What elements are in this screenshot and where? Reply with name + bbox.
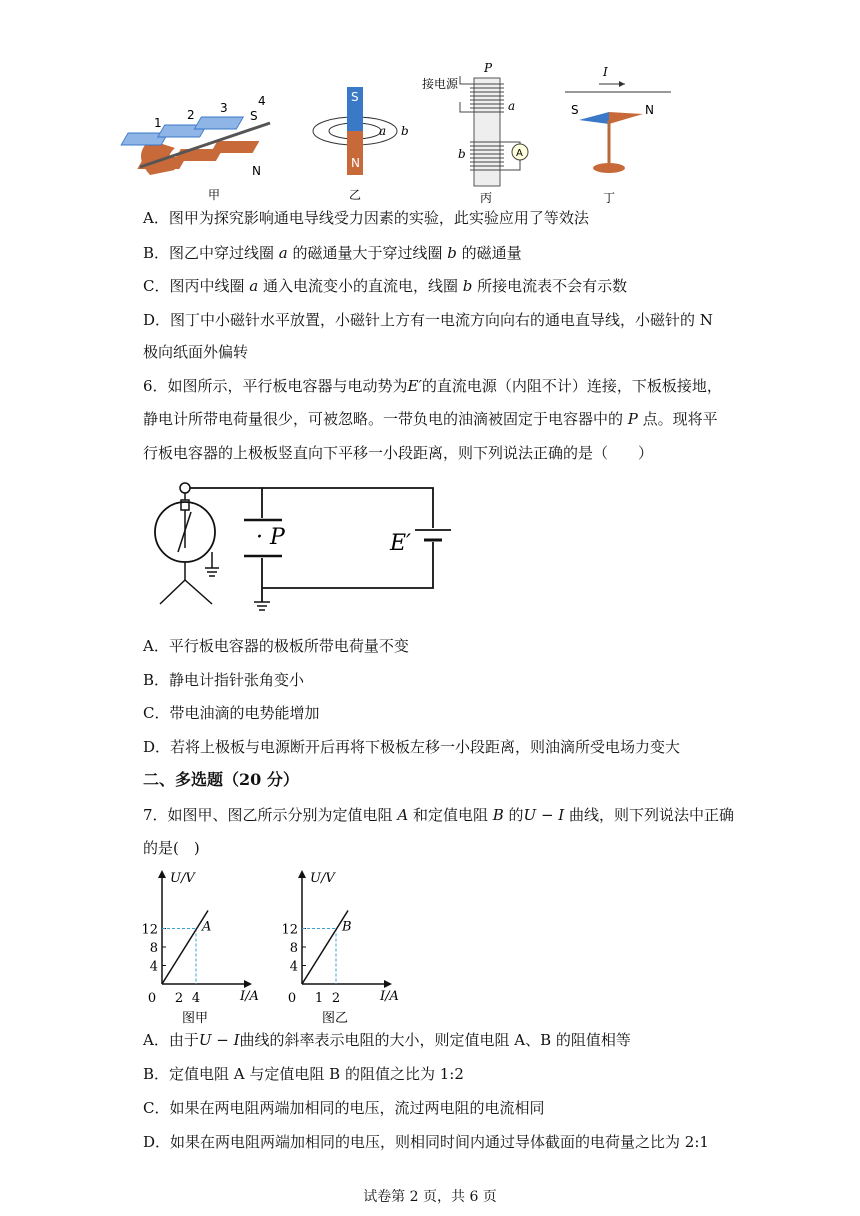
svg-text:甲: 甲: [208, 188, 221, 202]
q7-stem-line2: 的是( ): [143, 839, 200, 857]
y-tick-label: 4: [149, 959, 158, 975]
q5-option-d-line2: 极向纸面外偏转: [143, 343, 249, 361]
q6-stem-line2: 静电计所带电荷量很少，可被忽略。一带负电的油滴被固定于电容器中的 P 点。现将平: [143, 410, 718, 428]
figure-yi: [305, 85, 415, 205]
x-tick-label: 4: [191, 991, 201, 1006]
q6-option-a: A．平行板电容器的极板所带电荷量不变: [143, 637, 409, 655]
line-label: A: [202, 919, 212, 935]
figure-bing: [422, 62, 542, 207]
svg-text:1: 1: [154, 116, 162, 130]
svg-text:b: b: [401, 124, 409, 138]
y-axis-arrow: [158, 870, 166, 878]
svg-text:N: N: [252, 164, 261, 178]
x-axis-arrow: [244, 980, 252, 988]
x-axis-label: I/A: [380, 989, 399, 1004]
svg-text:3: 3: [220, 101, 228, 115]
line-label: B: [342, 919, 352, 935]
graph-caption: 图乙: [322, 1011, 349, 1026]
section-heading: 二、多选题（20 分）: [143, 770, 299, 789]
svg-text:4: 4: [258, 94, 266, 108]
x-tick-label: 2: [331, 991, 341, 1006]
svg-text:乙: 乙: [349, 188, 362, 202]
q6-circuit-figure: [150, 478, 450, 613]
y-tick-label: 8: [289, 941, 298, 956]
q7-stem-line1: 7．如图甲、图乙所示分别为定值电阻 A 和定值电阻 B 的U − I 曲线，则下列说法中正确: [143, 806, 734, 824]
graph-caption: 图甲: [182, 1011, 209, 1026]
svg-text:2: 2: [187, 108, 195, 122]
svg-text:a: a: [379, 124, 387, 138]
q5-option-c: C．图丙中线圈 a 通入电流变小的直流电，线圈 b 所接电流表不会有示数: [143, 277, 628, 295]
x-axis-label: I/A: [240, 989, 259, 1004]
y-axis-arrow: [298, 870, 306, 878]
q6-option-b: B．静电计指针张角变小: [143, 671, 305, 689]
svg-text:N: N: [351, 156, 360, 170]
svg-text:A: A: [516, 148, 523, 159]
q7-option-d: D．如果在两电阻两端加相同的电压，则相同时间内通过导体截面的电荷量之比为 2:1: [143, 1133, 709, 1151]
svg-text:接电源: 接电源: [422, 77, 459, 91]
y-tick-label: 4: [289, 959, 298, 975]
q7-option-a: A．由于U − I曲线的斜率表示电阻的大小，则定值电阻 A、B 的阻值相等: [143, 1031, 631, 1049]
svg-text:S: S: [571, 103, 579, 117]
svg-text:E′: E′: [390, 531, 412, 556]
svg-text:N: N: [645, 103, 654, 117]
x-tick-label: 0: [147, 991, 157, 1006]
q5-option-d-line1: D．图丁中小磁针水平放置，小磁针上方有一电流方向向右的通电直导线，小磁针的 N: [143, 311, 713, 329]
figure-ding: [565, 62, 675, 207]
q7-graph-yi: [280, 866, 410, 1026]
q6-option-c: C．带电油滴的电势能增加: [143, 704, 320, 722]
svg-text:b: b: [458, 147, 466, 161]
svg-text:丁: 丁: [603, 191, 616, 205]
q6-stem-line1: 6．如图所示，平行板电容器与电动势为E′的直流电源（内阻不计）连接，下板板接地，: [143, 377, 722, 395]
y-axis-label: U/V: [310, 871, 335, 886]
q6-stem-line3: 行板电容器的上极板竖直向下平移一小段距离，则下列说法正确的是（ ）: [143, 444, 654, 462]
svg-text:丙: 丙: [480, 191, 493, 205]
y-tick-label: 12: [281, 922, 298, 938]
svg-text:S: S: [250, 109, 258, 123]
y-axis-label: U/V: [170, 871, 195, 886]
q7-option-b: B．定值电阻 A 与定值电阻 B 的阻值之比为 1:2: [143, 1065, 464, 1083]
q7-graph-jia: [140, 866, 270, 1026]
page-footer: 试卷第 2 页，共 6 页: [363, 1189, 497, 1205]
svg-text:P: P: [484, 61, 493, 75]
y-tick-label: 12: [141, 922, 158, 938]
q5-option-b: B．图乙中穿过线圈 a 的磁通量大于穿过线圈 b 的磁通量: [143, 244, 522, 262]
x-tick-label: 0: [287, 991, 297, 1006]
y-tick-label: 8: [149, 941, 158, 956]
svg-text:· P: · P: [256, 525, 285, 550]
q5-option-a: A．图甲为探究影响通电导线受力因素的实验，此实验应用了等效法: [143, 209, 589, 227]
figure-jia: [130, 95, 280, 205]
svg-text:a: a: [508, 99, 516, 113]
x-tick-label: 2: [174, 991, 184, 1006]
svg-text:S: S: [351, 90, 359, 104]
x-tick-label: 1: [314, 991, 324, 1006]
q6-option-d: D．若将上极板与电源断开后再将下极板左移一小段距离，则油滴所受电场力变大: [143, 738, 681, 756]
q7-option-c: C．如果在两电阻两端加相同的电压，流过两电阻的电流相同: [143, 1099, 545, 1117]
svg-text:I: I: [603, 65, 608, 79]
x-axis-arrow: [384, 980, 392, 988]
